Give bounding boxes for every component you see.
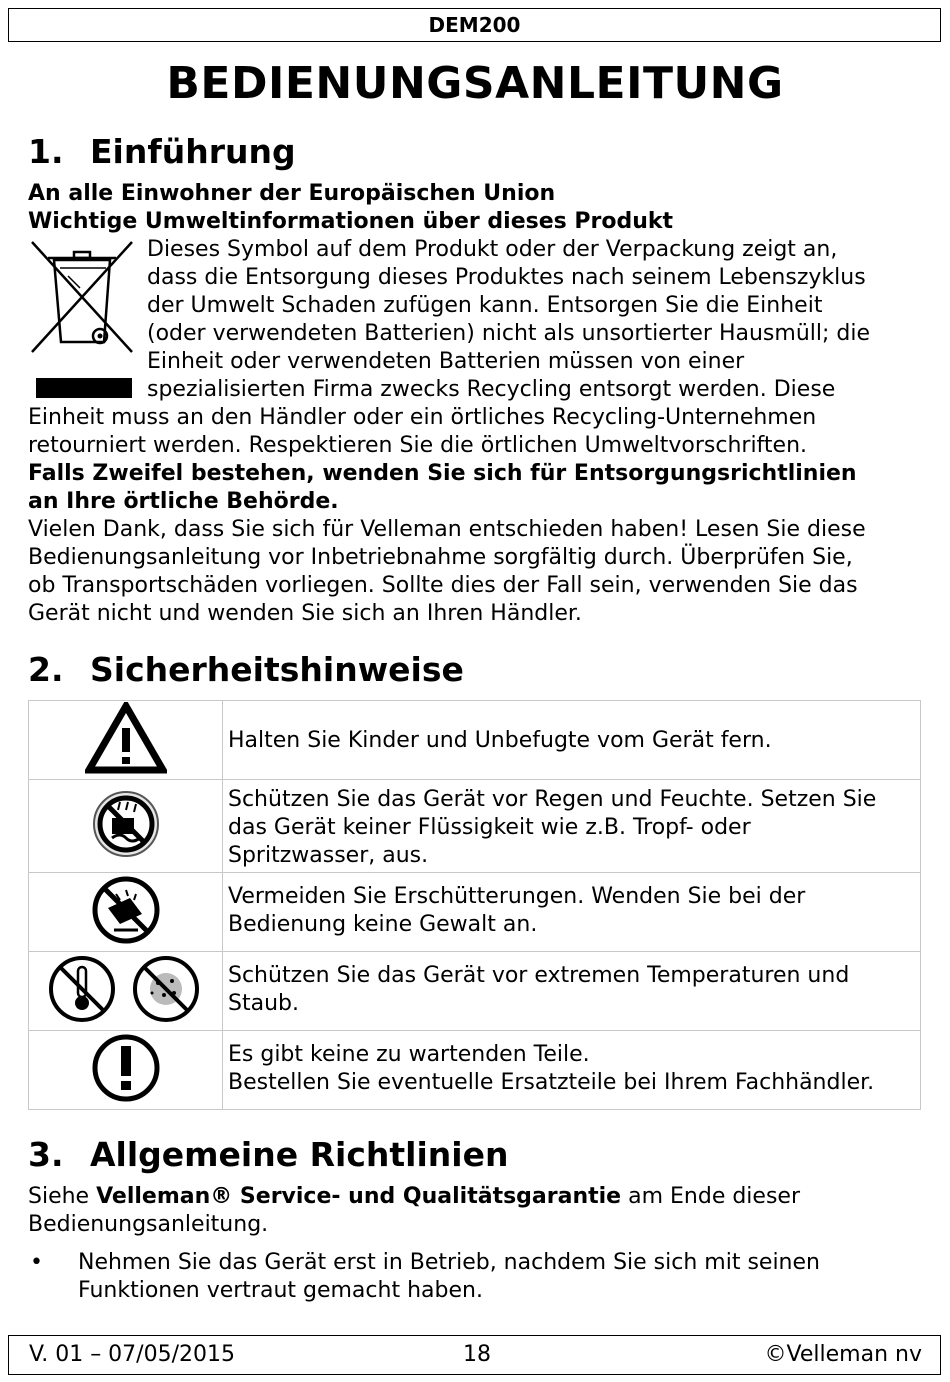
section-3-number: 3. <box>28 1135 64 1174</box>
section-2-title: Sicherheitshinweise <box>90 650 464 689</box>
safety-text-line: Spritzwasser, aus. <box>228 843 429 868</box>
safety-row <box>29 780 921 873</box>
bullet-line-2: Funktionen vertraut gemacht haben. <box>78 1278 483 1303</box>
intro-post: am Ende dieser <box>621 1184 800 1209</box>
page-title: BEDIENUNGSANLEITUNG <box>166 58 784 109</box>
thanks-line-2: Bedienungsanleitung vor Inbetriebnahme sorgfältig durch. Überprüfen Sie, <box>28 545 853 570</box>
bullet-line-1: Nehmen Sie das Gerät erst in Betrieb, nachdem Sie sich mit seinen <box>78 1250 820 1275</box>
safety-table <box>28 700 921 1110</box>
weee-line-6: spezialisierten Firma zwecks Recycling entsorgt werden. Diese <box>147 377 836 402</box>
thanks-line-3: ob Transportschäden vorliegen. Sollte dies der Fall sein, verwenden Sie das <box>28 573 858 598</box>
section-3-heading <box>28 1135 508 1175</box>
guidelines-intro-line-2: Bedienungsanleitung. <box>28 1212 269 1237</box>
doubt-line-1: Falls Zweifel bestehen, wenden Sie sich für Entsorgungsrichtlinien <box>28 461 857 486</box>
weee-line-7: Einheit muss an den Händler oder ein örtliches Recycling-Unternehmen <box>28 405 817 430</box>
safety-icon-cell <box>29 873 223 952</box>
safety-text-cell <box>223 873 921 952</box>
safety-row <box>29 873 921 952</box>
warning-triangle-icon <box>85 702 167 774</box>
safety-text-line: Staub. <box>228 991 299 1016</box>
safety-text-line: Bestellen Sie eventuelle Ersatzteile bei Ihrem Fachhändler. <box>228 1070 875 1095</box>
thanks-line-1: Vielen Dank, dass Sie sich für Velleman entschieden haben! Lesen Sie diese <box>28 517 866 542</box>
weee-line-3: der Umwelt Schaden zufügen kann. Entsorgen Sie die Einheit <box>147 293 823 318</box>
no-shock-icon <box>90 874 162 946</box>
safety-text-line: Vermeiden Sie Erschütterungen. Wenden Sie bei der <box>228 884 806 909</box>
weee-line-5: Einheit oder verwendeten Batterien müssen von einer <box>147 349 745 374</box>
safety-text-line: Schützen Sie das Gerät vor Regen und Feuchte. Setzen Sie <box>228 787 877 812</box>
section-2-heading <box>28 650 464 690</box>
safety-text-line: Halten Sie Kinder und Unbefugte vom Gerät fern. <box>228 728 772 753</box>
safety-text-cell <box>223 952 921 1031</box>
doubt-line-2: an Ihre örtliche Behörde. <box>28 489 339 514</box>
section-2-number: 2. <box>28 650 64 689</box>
safety-text-line: das Gerät keiner Flüssigkeit wie z.B. Tropf- oder <box>228 815 751 840</box>
section-3-title: Allgemeine Richtlinien <box>90 1135 509 1174</box>
safety-row <box>29 1031 921 1110</box>
header-model: DEM200 <box>8 8 941 42</box>
safety-icon-cell <box>29 780 223 873</box>
weee-line-4: (oder verwendeten Batterien) nicht als unsortierter Hausmüll; die <box>147 321 871 346</box>
env-heading: Wichtige Umweltinformationen über dieses Produkt <box>28 209 674 234</box>
safety-icon-cell <box>29 952 223 1031</box>
section-1-number: 1. <box>28 132 64 171</box>
safety-icon-cell <box>29 701 223 780</box>
footer <box>8 1335 941 1375</box>
no-temperature-icon <box>51 958 113 1020</box>
footer-version: V. 01 – 07/05/2015 <box>29 1342 235 1367</box>
intro-pre: Siehe <box>28 1184 97 1209</box>
safety-row <box>29 701 921 780</box>
weee-line-8: retourniert werden. Respektieren Sie die örtlichen Umweltvorschriften. <box>28 433 808 458</box>
no-water-icon <box>90 788 162 860</box>
weee-line-1: Dieses Symbol auf dem Produkt oder der Verpackung zeigt an, <box>147 237 838 262</box>
exclamation-circle-icon <box>90 1032 162 1104</box>
no-dust-icon <box>135 958 197 1020</box>
warranty-reference: Velleman® Service- und Qualitätsgarantie <box>96 1184 622 1209</box>
guidelines-intro <box>28 1183 800 1211</box>
no-temperature-no-dust-icon <box>46 953 206 1025</box>
safety-text-cell <box>223 701 921 780</box>
safety-icon-cell <box>29 1031 223 1110</box>
bullet-marker: • <box>30 1250 43 1275</box>
safety-text-line: Schützen Sie das Gerät vor extremen Temperaturen und <box>228 963 850 988</box>
safety-text-cell <box>223 1031 921 1110</box>
safety-text-line: Es gibt keine zu wartenden Teile. <box>228 1042 590 1067</box>
section-1-heading <box>28 132 296 172</box>
footer-copyright: ©Velleman nv <box>764 1342 922 1367</box>
weee-line-2: dass die Entsorgung dieses Produktes nach seinem Lebenszyklus <box>147 265 866 290</box>
footer-page-number: 18 <box>463 1342 491 1367</box>
thanks-line-4: Gerät nicht und wenden Sie sich an Ihren Händler. <box>28 601 582 626</box>
safety-row <box>29 952 921 1031</box>
safety-text-cell <box>223 780 921 873</box>
safety-text-line: Bedienung keine Gewalt an. <box>228 912 538 937</box>
section-1-title: Einführung <box>90 132 296 171</box>
eu-heading: An alle Einwohner der Europäischen Union <box>28 181 556 206</box>
weee-bin-icon <box>28 238 136 404</box>
